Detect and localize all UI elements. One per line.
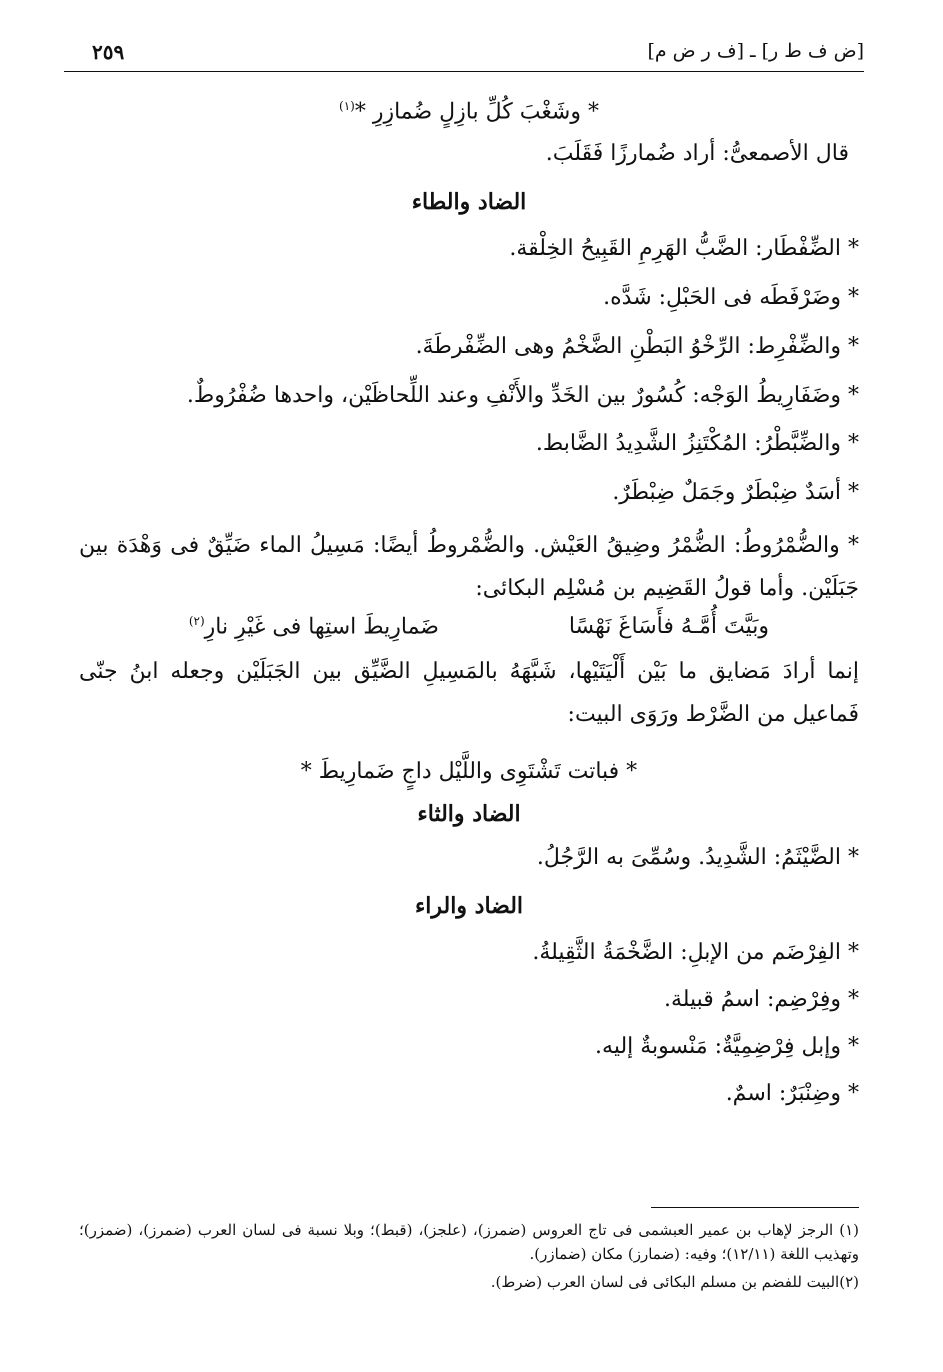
- entry-line: * والضِّفْرِط: الرِّخْوُ البَطْنِ الضَّخْمُ وهى الضِّفْرطَةَ.: [415, 334, 859, 360]
- page-header: [64, 40, 864, 80]
- footnote-ref-1: (١): [339, 99, 355, 113]
- entry-line: * وإبل فِرْضِمِيَّةٌ: مَنْسوبةٌ إليه.: [595, 1034, 859, 1060]
- verse-hemistich-2: [189, 614, 439, 639]
- text-line: قال الأصمعىُّ: أراد ضُمارزًا فَقَلَبَ.: [545, 141, 849, 167]
- section-heading-dad-ra: الضاد والراء: [414, 893, 524, 920]
- poetry-verse: [79, 610, 859, 650]
- verse-line-2: * فباتت تَشْتَوِى واللَّيْل داجٍ ضَمارِيطَ *: [300, 759, 638, 785]
- header-rule: [64, 71, 864, 72]
- entry-line: * الضَّيْثَمُ: الشَّدِيدُ. وسُمِّىَ به الرَّجُلُ.: [536, 845, 859, 871]
- footnote-ref-2: (٢): [188, 614, 205, 629]
- footnote-text: البيت للفضم بن مسلم البكائى فى لسان العرب (ضرط).: [490, 1273, 840, 1291]
- footnote-mark: (١): [839, 1221, 859, 1239]
- entry-line: * الفِرْضَم من الإبلِ: الضَّخْمَةُ الثَّقِيلةُ.: [532, 940, 859, 966]
- entry-line: * وضَفَارِيطُ الوَجْه: كُسُورٌ بين الخَدِّ والأَنْفِ وعند اللِّحاظَيْن، واحدها ضُفْرُوطٌ.: [186, 383, 859, 409]
- footnote-separator: [651, 1207, 859, 1208]
- verse-line-1: [79, 92, 859, 126]
- verse-hemistich-1: وبَيَّتَ أُمَّـهُ فأَسَاغَ نَهْسًا: [568, 614, 769, 640]
- section-heading-dad-tha: الضاد والثاء: [417, 801, 521, 828]
- entry-line: * أسَدٌ ضِبْطَرٌ وجَمَلٌ ضِبْطَرٌ.: [612, 480, 859, 506]
- entry-paragraph: * والضُّمْرُوطُ: الضُّمْرُ وضِيقُ العَيْش. والضُّمْروطُ أيضًا: مَسِيلُ الماء ضَيِّقٌ فى وَهْدَة بين جَبَلَيْن. وأما قولُ القَضِيم بن مُسْلِم البكائى:: [79, 533, 859, 602]
- running-head: [ض ف ط ر] ـ [ف ر ض م]: [647, 40, 864, 62]
- footnote-1: [79, 1218, 859, 1266]
- entry-paragraph: إنما أرادَ مَضايق ما بَيْن أَلْيَتَيْها، شَبَّهَهُ بالمَسِيلِ الضَّيِّق بين الجَبَلَيْن وجعله ابنُ جنّى فَماعيل من الضَّرْط ورَوَى البيت:: [79, 659, 859, 728]
- footnote-text: الرجز لإهاب بن عمير العبشمى فى تاج العروس (ضمرز)، (علجز)، (قبط)؛ وبلا نسبة فى لسان العرب (ضمرز)، (ضمزر)؛ وتهذيب اللغة (١٢/١١)؛ وفيه: (ضمارز) مكان (ضمازر).: [79, 1221, 859, 1263]
- entry-line: * والضِّبَّطْرُ: المُكْتَنِزُ الشَّدِيدُ الضَّابط.: [535, 431, 859, 457]
- footnote-mark: (٢): [839, 1273, 859, 1291]
- footnote-2: [79, 1270, 859, 1294]
- entry-line: * الضِّفْطَار: الضَّبُّ الهَرِمِ القَبِيحُ الخِلْقة.: [509, 236, 859, 262]
- main-text: [79, 88, 859, 1108]
- section-heading-dad-ta: الضاد والطاء: [411, 189, 527, 216]
- page-number: ٢٥٩: [92, 40, 125, 64]
- entry-line: * وضِنْبَرٌ: اسمٌ.: [725, 1081, 859, 1107]
- verse-hemistich-2-text: ضَمارِيطَ استِها فى غَيْرِ نارِ: [204, 614, 439, 640]
- verse-text: * وشَغْبَ كُلِّ بازِلٍ ضُمازِرِ *: [354, 99, 599, 125]
- entry-line: * وفِرْضِم: اسمُ قبيلة.: [663, 987, 859, 1013]
- entry-line: * وضَرْفَطَه فى الحَبْلِ: شَدَّه.: [603, 285, 859, 311]
- footnotes: [79, 1218, 859, 1294]
